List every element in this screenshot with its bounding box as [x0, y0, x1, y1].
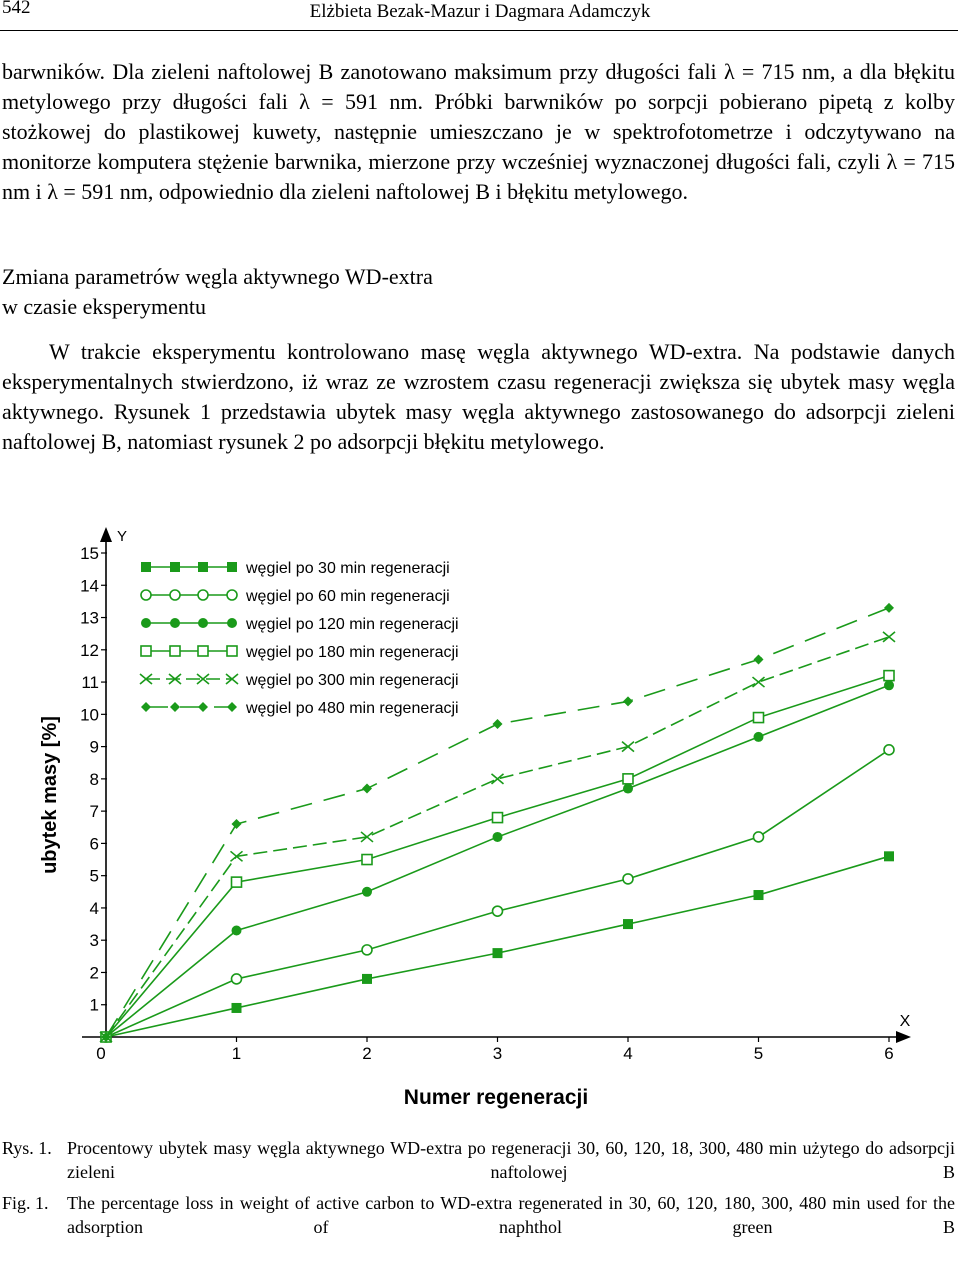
running-title: Elżbieta Bezak-Mazur i Dagmara Adamczyk [309, 1, 651, 22]
x-tick-label: 5 [753, 1044, 764, 1063]
data-point [493, 719, 503, 729]
y-tick-label: 11 [81, 673, 99, 693]
data-point [883, 632, 895, 642]
x-tick-label: 0 [96, 1044, 106, 1063]
y-tick-label: 14 [80, 576, 99, 596]
data-point [232, 974, 242, 984]
legend-marker [170, 618, 180, 628]
legend-label: węgiel po 30 min regeneracji [246, 560, 450, 577]
data-point [754, 732, 764, 742]
legend-label: węgiel po 60 min regeneracji [246, 588, 450, 605]
legend-item-4 [141, 644, 459, 661]
y-axis-arrow [100, 527, 112, 542]
legend-marker [227, 590, 237, 600]
mass-loss-chart [0, 500, 960, 1130]
data-point [884, 603, 894, 613]
legend-label: węgiel po 480 min regeneracji [246, 700, 459, 717]
caption-english [2, 1191, 955, 1241]
legend-marker [141, 590, 151, 600]
data-point [623, 919, 633, 929]
chart-series [100, 603, 895, 1042]
data-point [754, 890, 764, 900]
caption-english-label: Fig. 1. [2, 1193, 49, 1213]
data-point [754, 713, 764, 723]
legend-marker [141, 562, 151, 572]
caption-english-text: The percentage loss in weight of active carbon to WD-extra regenerated in 30, 60, 120, 180, 300, 480 min used for the adsorption of naphthol green B [67, 1193, 955, 1237]
legend-marker [198, 562, 208, 572]
y-tick-label: 2 [89, 963, 99, 983]
data-point [232, 877, 242, 887]
legend-item-2 [141, 588, 450, 605]
x-axis-arrow [896, 1031, 911, 1043]
data-point [754, 832, 764, 842]
y-tick-label: 7 [89, 802, 99, 822]
series-line [106, 676, 889, 1037]
chart-axes [39, 527, 911, 1109]
data-point [622, 742, 634, 752]
section-heading-line2: w czasie eksperymentu [2, 294, 207, 319]
legend-marker [170, 702, 180, 712]
data-point [753, 677, 765, 687]
legend-marker [141, 702, 151, 712]
y-tick-label: 12 [80, 640, 99, 660]
data-point [232, 819, 242, 829]
data-point [884, 745, 894, 755]
x-tick-label: 2 [362, 1044, 372, 1063]
data-point [754, 654, 764, 664]
page-header [0, 0, 958, 31]
data-point [492, 774, 504, 784]
y-tick-label: 9 [89, 737, 99, 757]
data-point [493, 813, 503, 823]
legend-label: węgiel po 120 min regeneracji [246, 616, 459, 633]
y-axis-letter: Y [116, 528, 128, 545]
data-point [884, 680, 894, 690]
legend-marker [141, 618, 151, 628]
legend-item-6 [141, 700, 459, 717]
legend-marker [227, 618, 237, 628]
data-point [623, 696, 633, 706]
section-heading [2, 262, 702, 322]
y-tick-label: 13 [80, 608, 99, 628]
paragraph-results: W trakcie eksperymentu kontrolowano masę węgla aktywnego WD-extra. Na podstawie danych eksperymentalnych stwierdzono, iż wraz ze wzrostem czasu regeneracji zwiększa się ubytek masy węgla aktywnego. Rysunek 1 przedstawia ubytek masy węgla aktywnego zastosowanego do adsorpcji zieleni naftolowej B, natomiast rysunek 2 po adsorpcji błękitu metylowego. [2, 339, 955, 454]
legend-item-5 [140, 672, 459, 689]
caption-polish [2, 1136, 955, 1186]
legend-marker [227, 646, 237, 656]
data-point [623, 774, 633, 784]
caption-polish-label: Rys. 1. [2, 1138, 52, 1158]
data-point [232, 926, 242, 936]
x-tick-label: 6 [884, 1044, 894, 1063]
legend-marker [198, 646, 208, 656]
data-point [884, 851, 894, 861]
legend-marker [141, 646, 151, 656]
data-point [362, 945, 372, 955]
series-2 [101, 745, 894, 1042]
legend-marker [170, 646, 180, 656]
data-point [493, 906, 503, 916]
y-tick-label: 6 [89, 834, 99, 854]
data-point [362, 855, 372, 865]
x-axis-label: Numer regeneracji [403, 1086, 589, 1109]
legend-marker [198, 702, 208, 712]
series-3 [101, 680, 894, 1042]
y-tick-label: 10 [80, 705, 99, 725]
legend-marker [227, 562, 237, 572]
legend-item-3 [141, 616, 459, 633]
legend-marker [170, 562, 180, 572]
y-tick-label: 3 [89, 931, 99, 951]
data-point [362, 974, 372, 984]
series-line [106, 856, 889, 1037]
data-point [493, 948, 503, 958]
y-tick-label: 8 [89, 769, 99, 789]
x-tick-label: 4 [623, 1044, 633, 1063]
y-tick-label: 5 [89, 866, 99, 886]
series-1 [101, 851, 894, 1042]
paragraph-methods: barwników. Dla zieleni naftolowej B zanotowano maksimum przy długości fali λ = 715 nm, a dla błękitu metylowego przy długości fali λ = 591 nm. Próbki barwników po sorpcji pobierano pipetą z kolby stożkowej do plastikowej kuwety, następnie umieszczano je w spektrofotometrze i odczytywano na monitorze komputera stężenie barwnika, mierzone przy wcześniej wyznaczonej długości fali, czyli λ = 715 nm i λ = 591 nm, odpowiednio dla zieleni naftolowej B i błękitu metylowego. [2, 59, 955, 204]
data-point [623, 874, 633, 884]
chart-legend [140, 560, 459, 717]
legend-label: węgiel po 180 min regeneracji [246, 644, 459, 661]
series-line [106, 750, 889, 1037]
x-tick-label: 1 [231, 1044, 242, 1063]
data-point [362, 887, 372, 897]
y-tick-label: 1 [89, 995, 99, 1015]
data-point [232, 1003, 242, 1013]
legend-item-1 [141, 560, 450, 577]
data-point [362, 784, 372, 794]
y-tick-label: 15 [80, 544, 99, 563]
section-heading-line1: Zmiana parametrów węgla aktywnego WD-extra [2, 264, 433, 289]
caption-polish-text: Procentowy ubytek masy węgla aktywnego WD-extra po regeneracji 30, 60, 120, 18, 300, 480 min użytego do adsorpcji zieleni naftolowej B [67, 1138, 955, 1182]
legend-label: węgiel po 300 min regeneracji [246, 672, 459, 689]
data-point [884, 671, 894, 681]
y-axis-label: ubytek masy [%] [39, 716, 61, 874]
legend-marker [170, 590, 180, 600]
legend-marker [198, 590, 208, 600]
legend-marker [198, 618, 208, 628]
x-tick-label: 3 [492, 1044, 503, 1063]
data-point [493, 832, 503, 842]
y-tick-label: 4 [89, 898, 99, 918]
x-axis-letter: X [899, 1013, 911, 1030]
page-number: 542 [2, 0, 31, 18]
data-point [623, 784, 633, 794]
legend-marker [227, 702, 237, 712]
